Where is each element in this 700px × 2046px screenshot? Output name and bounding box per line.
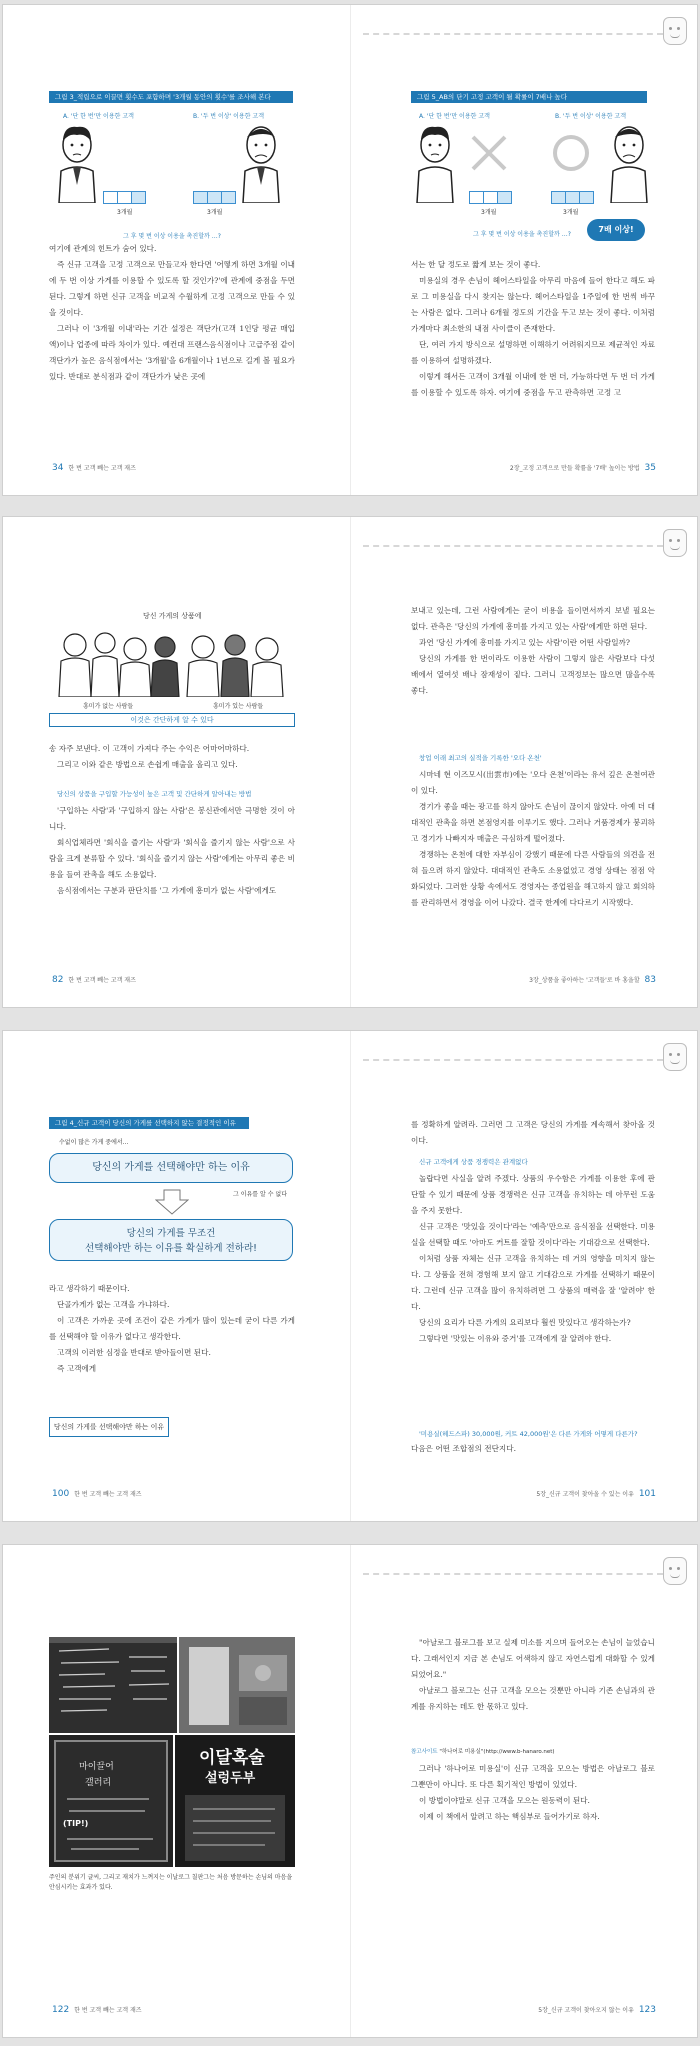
message-line: 당신의 가게를 무조건 — [126, 1228, 216, 1239]
paragraph: 라고 생각하기 때문이다. — [49, 1284, 130, 1293]
figure-caption: 그림 5_AB의 단기 고정 고객이 될 확률이 7배나 높다 — [411, 91, 647, 103]
paragraph: 회식업체라면 '회식을 즐기는 사람'과 '회식을 즐기지 않는 사람'으로 사람을 크게 분류할 수 있다. '회식을 즐기지 않는 사람'에게는 아무리 좋은 비용을 들여 관촉을 해도 소용없다. — [49, 838, 295, 879]
photo-chalk-menu — [49, 1637, 177, 1733]
page-82 — [3, 517, 350, 1007]
paragraph: 아날로그 블로그는 신규 고객을 모으는 것뿐만 아니라 기존 손님과의 관계를 유지하는 데도 한 몫하고 있다. — [411, 1686, 655, 1711]
body-text — [411, 1171, 655, 1347]
running-head: 한 번 고객 빼는 고객 재즈 — [74, 2007, 142, 2014]
page-number: 34 — [52, 463, 64, 473]
arrow-down-icon — [155, 1189, 189, 1215]
burst-badge — [587, 219, 645, 241]
badge-text: 7배 이상! — [598, 225, 634, 234]
paragraph: 당신의 가게를 한 번이라도 이용한 사람이 그렇지 않은 사람보다 다섯 배에서 열여섯 배나 잠재성이 짙다. 그러니 고객정보는 많으면 많을수록 좋다. — [411, 654, 655, 695]
body-text — [411, 1761, 655, 1825]
paragraph: 이처럼 상품 자체는 신규 고객을 유치하는 데 거의 영향을 미치지 않는다. 그 상품을 전혀 경험해 보지 않고 기대감으로 가게를 선택하기 때문이다. 그런데 신규 고객을 많이 유치하려면 그 상품의 매력을 잘 '알려야' 한다. — [411, 1254, 655, 1311]
person-b-label: B. '두 번 이상' 이용한 고객 — [193, 113, 265, 120]
section-subhead: '미용실(헤드스파) 30,000원, 커트 42,000원'은 다른 가게와 어떻게 다른가? — [419, 1430, 638, 1438]
folio — [49, 2005, 142, 2015]
paragraph: 미용실의 경우 손님이 헤어스타일을 아무리 마음에 들어 한다고 해도 파로 그 미용실을 다시 찾지는 않는다. 헤어스타일을 1주일에 한 번씩 바꾸는 사람은 없다. 그러나 6개월 정도의 기간을 두고 보는 것이 좋다. 이처럼 가게마다 최소한의 내점 사이클이 존재한다. — [411, 276, 655, 333]
person-a-label: A. '단 한 번'만 이용한 고객 — [63, 113, 134, 120]
folio — [510, 463, 659, 473]
paragraph: 를 정확하게 알려라. 그러면 그 고객은 당신의 가게를 계속해서 찾아올 것이다. — [411, 1120, 655, 1145]
figure-caption: 그림 3_적립으로 이끌면 횟수도 포함하며 '3개월 동안의 횟수'를 조사해 본다 — [49, 91, 293, 103]
paragraph: '구입하는 사람'과 '구입하지 않는 사람'은 봉신관에서만 극명한 것이 아니다. — [49, 806, 295, 831]
running-head: 한 번 고객 빼는 고객 재즈 — [68, 977, 136, 984]
small-top-label: 수없이 많은 가게 중에서… — [59, 1139, 129, 1146]
paragraph: 보내고 있는데, 그런 사람에게는 굳이 비용을 들이면서까지 보낼 필요는 없다. 관측은 '당신의 가게에 흥미를 가지고 있는 사람'에게만 하면 된다. — [411, 606, 655, 631]
message-line: 선택해야만 하는 이유를 확실하게 전하라! — [85, 1243, 257, 1254]
spread-4 — [2, 1544, 698, 2038]
figure-question: 그 후 몇 번 이상 이용을 촉진할까 …? — [123, 233, 221, 240]
paragraph: 당신의 요리가 다른 가게의 요리보다 훨씬 맛있다고 생각하는가? — [419, 1318, 631, 1327]
boxed-caption-text: 이것은 간단하게 알 수 있다 — [130, 716, 214, 724]
chalk-line: 마이끌어 — [79, 1762, 114, 1772]
page-number: 122 — [52, 2005, 70, 2015]
page-34 — [3, 5, 350, 495]
header-dashes — [363, 545, 663, 547]
reason-box — [49, 1153, 293, 1183]
paragraph: 경기가 좋을 때는 광고를 하지 않아도 손님이 끊이지 않았다. 아예 더 대대적인 관촉을 하면 본점영지를 이루기도 했다. 그러나 거품경제가 붕괴하고 경기가 나빠지자 매출은 극심하게 떨어졌다. — [411, 802, 655, 843]
paragraph: 그렇다면 '맛있는 이유와 증거'를 고객에게 잘 알려야 한다. — [419, 1334, 612, 1343]
folio — [49, 975, 136, 985]
paragraph: 즉 신규 고객을 고정 고객으로 만들고자 한다면 '어떻게 하면 3개월 이내에 두 번 이상 가게를 이용할 수 있도록 할 것인가?'에 관계에 중점을 두면 된다. 그렇게 하면 신규 고객을 비교적 수월하게 고정 고객으로 만들 수 있을 것이다. — [49, 260, 295, 317]
page-number: 83 — [644, 975, 656, 985]
chalk-line: 갤러리 — [85, 1778, 112, 1788]
page-122 — [3, 1545, 350, 2037]
person-a-label: A. '단 한 번'만 이용한 고객 — [419, 113, 490, 120]
mascot-icon — [663, 1557, 687, 1585]
body-text — [411, 257, 655, 401]
paragraph: 단골가게가 없는 고객을 가냐하다. — [57, 1300, 170, 1309]
folio — [529, 975, 659, 985]
callout-box — [49, 1417, 169, 1437]
crowd-illustration — [53, 625, 293, 697]
paragraph: 과연 '당신 가게에 흥미를 가지고 있는 사람'이란 어떤 사람일까? — [419, 638, 630, 647]
body-text — [49, 741, 295, 773]
source-link[interactable]: "하나어로 미용실"(http://www.b-hanaro.net) — [439, 1749, 555, 1755]
page-123 — [351, 1545, 698, 2037]
paragraph: 그러나 이 '3개월 이내'라는 기간 설정은 객단가(고객 1인당 평균 매입액)이나 업종에 따라 차이가 있다. 예컨대 프랜스음식점이나 고급주점 같이 객단가가 높은 음식점에서는 '3개월'을 6개월이나 1년으로 길게 볼 필요가 있다. 반대로 분식점과 같이 객단가가 낮은 곳에 — [49, 324, 295, 381]
sign-line: 이달혹술 — [199, 1748, 265, 1768]
paragraph: 단, 여러 가지 방식으로 설명하면 이해하기 어려워지므로 제균적인 자료를 이용하여 설명하겠다. — [411, 340, 655, 365]
spread-3 — [2, 1030, 698, 1522]
period-cells-b — [193, 191, 235, 204]
source-prefix: 참고사이트 — [411, 1749, 438, 1755]
body-text — [411, 603, 655, 699]
page-number: 123 — [638, 2005, 656, 2015]
running-head: 2장_고정 고객으로 만들 확률을 '7배' 높이는 방법 — [509, 465, 640, 472]
mascot-icon — [663, 17, 687, 45]
page-number: 82 — [52, 975, 64, 985]
paragraph: 이렇게 해서든 고객이 3개월 이내에 한 번 더, 가능하다면 두 번 더 가게를 이용할 수 있도록 하자. 여기에 중점을 두고 관측하면 고정 고 — [411, 372, 655, 397]
folio — [49, 1489, 142, 1499]
source-reference — [411, 1747, 555, 1755]
body-text — [49, 803, 295, 899]
page-number: 35 — [644, 463, 656, 473]
period-a-label: 3개월 — [117, 209, 133, 216]
callout-text: 당신의 가게를 선택해야만 하는 이유 — [53, 1423, 165, 1431]
section-subhead: 창업 이래 최고의 실적을 기록한 '오다 온천' — [419, 754, 542, 762]
running-head: 한 번 고객 빼는 고객 재즈 — [74, 1491, 142, 1498]
body-text — [411, 1635, 655, 1715]
body-text — [411, 1117, 655, 1149]
spread-2 — [2, 516, 698, 1008]
section-subhead: 당신의 상품을 구입할 가능성이 높은 고객 및 간단하게 알아내는 방법 — [57, 790, 252, 798]
photo-chalkboard-sign — [49, 1735, 173, 1867]
body-text — [49, 241, 295, 385]
paragraph: 송 자주 보낸다. 이 고객이 가져다 주는 수익은 어마어마하다. — [49, 744, 250, 753]
page-100 — [3, 1031, 350, 1521]
mascot-icon — [663, 529, 687, 557]
paragraph: 이 고객은 가까운 곳에 조건이 같은 가게가 많이 있는데 굳이 다른 가게를 선택해야 할 이유가 없다고 생각한다. — [49, 1316, 295, 1341]
period-cells-a — [469, 191, 511, 204]
paragraph: 그러나 '하나어로 미용실'이 신규 고객을 모으는 방법은 아날로그 블로그뿐만이 아니다. 또 다른 획기적인 방법이 있었다. — [411, 1764, 655, 1789]
period-a-label: 3개월 — [481, 209, 497, 216]
photo-shop-front — [179, 1637, 295, 1733]
page-number: 100 — [52, 1489, 70, 1499]
header-dashes — [363, 1059, 663, 1061]
page-35 — [351, 5, 698, 495]
person-a-illustration — [409, 123, 461, 203]
page-83 — [351, 517, 698, 1007]
page-101 — [351, 1031, 698, 1521]
body-text — [411, 767, 655, 911]
paragraph: 시마네 현 이즈모시(出雲市)에는 '오다 온천'이라는 유서 깊은 온천여관이 있다. — [411, 770, 655, 795]
person-b-illustration — [235, 121, 287, 203]
page-number: 101 — [638, 1489, 656, 1499]
header-dashes — [363, 33, 663, 35]
group-b-label: 흥미가 있는 사람들 — [213, 703, 264, 710]
paragraph: 여기에 관계의 힌트가 숨어 있다. — [49, 244, 157, 253]
header-dashes — [363, 1573, 663, 1575]
chalk-line: (TIP!) — [63, 1819, 89, 1828]
photo-caption: 주인의 분위기 글씨, 그리고 재치가 느껴지는 이날로그 칠판그는 처음 방문하는 손님의 마음을 안심시키는 효과가 있다. — [49, 1874, 293, 1891]
paragraph: 경쟁하는 온천에 대한 자부심이 강했기 때문에 다른 사람들의 의견을 전혀 들으려 하지 않았다. 대대적인 관촉도 소용없었고 경영 상태는 점점 악화되었다. 그러한 상황 속에서도 경영자는 종업원을 해고하지 않고 회의하를 관리하면서 경영을 이어 나갔다. 결국 한계에 다다르기 시작했다. — [411, 850, 655, 907]
period-b-label: 3개월 — [563, 209, 579, 216]
illustration-title: 당신 가게의 상품에 — [143, 612, 202, 620]
group-a-label: 흥미가 없는 사람들 — [83, 703, 134, 710]
running-head: 5장_신규 고객이 찾아오지 않는 이유 — [538, 2007, 634, 2014]
spread-1 — [2, 4, 698, 496]
sign-line: 설렁두부 — [205, 1771, 256, 1786]
paragraph: 그리고 이와 같은 방법으로 손쉽게 매출을 올리고 있다. — [57, 760, 238, 769]
paragraph: "아날로그 블로그를 보고 실제 미소를 지으며 들어오는 손님이 늘었습니다. 그래서인지 지금 본 손님도 어색하지 않고 자연스럽게 대화할 수 있게 되었어요." — [411, 1638, 655, 1679]
paragraph: 즉 고객에게 — [57, 1364, 97, 1373]
paragraph: 신규 고객은 '맛있을 것이다'라는 '예측'만으로 음식점을 선택한다. 미용실을 선택할 때도 '아마도 커트를 잘할 것이다'라는 기대감으로 선택한다. — [411, 1222, 655, 1247]
person-a-illustration — [51, 123, 103, 203]
small-right-label: 그 이유를 알 수 없다 — [233, 1191, 287, 1198]
paragraph: 다음은 어떤 조합점의 전단지다. — [411, 1444, 517, 1453]
person-b-label: B. '두 번 이상' 이용한 고객 — [555, 113, 627, 120]
period-cells-b — [551, 191, 593, 204]
running-head: 3장_상품을 좋아하는 '고객들'로 바 홍을할 — [529, 977, 640, 984]
figure-question: 그 후 몇 번 이상 이용을 촉진할까 …? — [473, 231, 571, 238]
cross-mark-icon — [469, 133, 509, 173]
running-head: 5장_신규 고객이 찾아올 수 있는 이유 — [536, 1491, 634, 1498]
paragraph: 고객의 이러한 심정을 반대로 받아들이면 된다. — [57, 1348, 211, 1357]
figure-caption: 그림 4_신규 고객이 당신의 가게를 선택하지 않는 결정적인 이유 — [49, 1117, 249, 1129]
reason-box-text: 당신의 가게를 선택해야만 하는 이유 — [92, 1162, 250, 1173]
paragraph: 서는 한 달 정도로 짧게 보는 것이 좋다. — [411, 260, 541, 269]
message-box — [49, 1219, 293, 1261]
body-text — [411, 1441, 655, 1457]
folio — [536, 1489, 659, 1499]
mascot-icon — [663, 1043, 687, 1071]
circle-mark-icon — [551, 133, 591, 173]
paragraph: 음식점에서는 구분과 판단치를 '그 가게에 흥미가 없는 사람'에게도 — [57, 886, 277, 895]
photo-store-sign — [175, 1735, 295, 1867]
person-b-illustration — [603, 121, 655, 203]
boxed-caption — [49, 713, 295, 727]
folio — [538, 2005, 659, 2015]
period-b-label: 3개월 — [207, 209, 223, 216]
paragraph: 이제 이 책에서 알려고 하는 핵심부로 들어가기로 하자. — [419, 1812, 600, 1821]
running-head: 한 번 고객 빼는 고객 재즈 — [68, 465, 136, 472]
period-cells-a — [103, 191, 145, 204]
body-text — [49, 1281, 295, 1377]
folio — [49, 463, 136, 473]
paragraph: 놀랍다면 사실을 알려 주겠다. 상품의 우수함은 가게를 이용한 후에 판단할 수 있기 때문에 상품 경쟁력은 신규 고객을 유치하는 데 아무런 도움을 주지 못한다. — [411, 1174, 655, 1215]
section-subhead: 신규 고객에게 상품 경쟁력은 관계없다 — [419, 1158, 528, 1166]
paragraph: 이 방법이야말로 신규 고객을 모으는 원동력이 된다. — [419, 1796, 590, 1805]
